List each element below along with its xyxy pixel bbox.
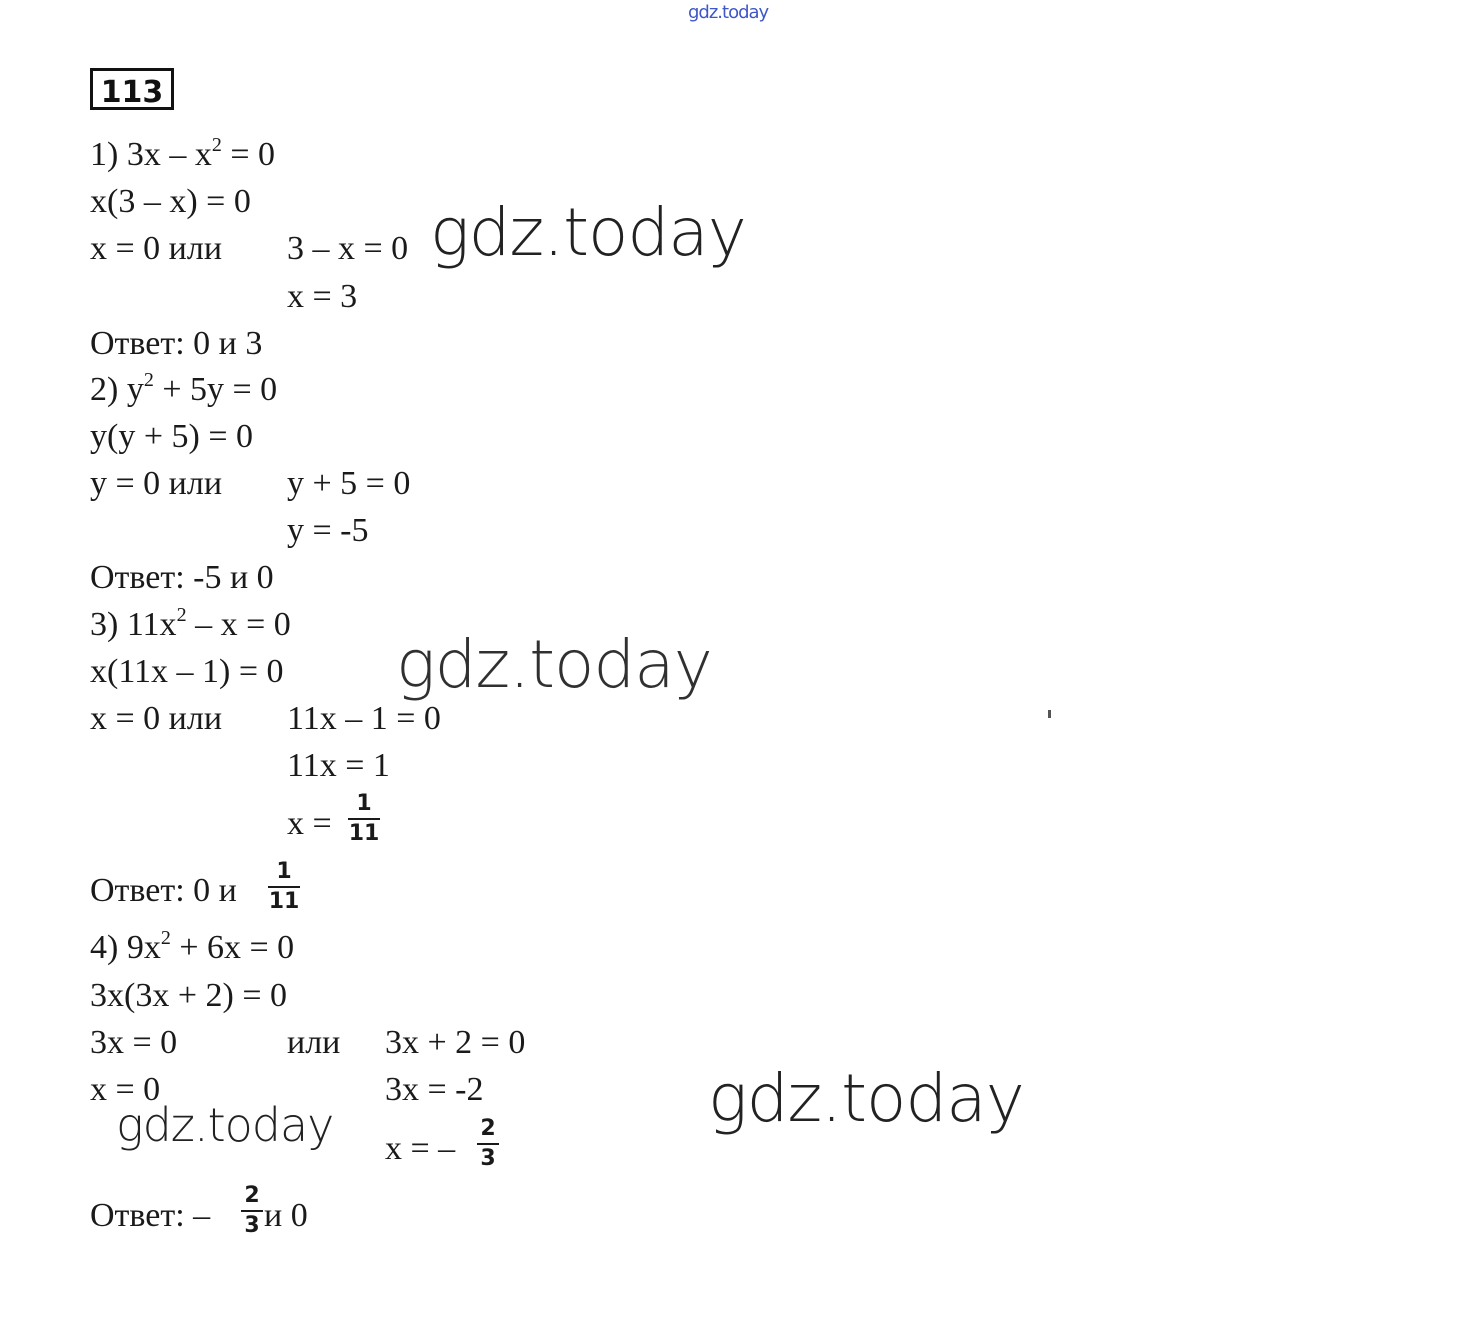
part3-answer-numerator: 1 bbox=[276, 859, 292, 884]
problem-number: 113 bbox=[100, 75, 164, 110]
watermark-2: gdz.today bbox=[396, 626, 712, 703]
part4-answer-denominator: 3 bbox=[244, 1213, 260, 1238]
part2-case2-step1: y + 5 = 0 bbox=[287, 465, 411, 502]
part3-answer-denominator: 11 bbox=[268, 889, 300, 914]
part1-case2-step2: x = 3 bbox=[287, 278, 358, 315]
part4-case2-step2: 3x = -2 bbox=[385, 1071, 484, 1108]
part4-answer-fraction bbox=[241, 1185, 263, 1237]
part1-case2-step1: 3 – x = 0 bbox=[287, 230, 409, 267]
part3-factored: x(11x – 1) = 0 bbox=[90, 653, 284, 690]
fraction-bar bbox=[241, 1210, 263, 1212]
part2-case2-step2: y = -5 bbox=[287, 512, 369, 549]
part4-or: или bbox=[287, 1024, 341, 1061]
part4-case1-step2: x = 0 bbox=[90, 1071, 161, 1108]
part3-fraction bbox=[348, 793, 380, 845]
fraction-bar bbox=[477, 1143, 499, 1145]
watermark-4: gdz.today bbox=[116, 1098, 334, 1152]
part3-case2-step3-lhs: x = bbox=[287, 805, 332, 842]
part4-fraction-numerator: 2 bbox=[480, 1116, 496, 1141]
part2-factored: y(y + 5) = 0 bbox=[90, 418, 253, 455]
part3-equation: 3) $11x^2 - x = 0$ bbox=[90, 604, 291, 643]
part3-answer-fraction bbox=[268, 861, 300, 913]
watermark-3: gdz.today bbox=[708, 1060, 1024, 1137]
part2-case1: y = 0 или bbox=[90, 465, 223, 502]
watermark-1: gdz.today bbox=[430, 194, 746, 271]
fraction-bar bbox=[348, 818, 380, 820]
part4-answer-numerator: 2 bbox=[244, 1183, 260, 1208]
part1-factored: x(3 – x) = 0 bbox=[90, 183, 251, 220]
part2-equation: 2) $y^2 + 5y = 0$ bbox=[90, 369, 278, 408]
part4-case1-step1: 3x = 0 bbox=[90, 1024, 178, 1061]
part4-fraction bbox=[477, 1118, 499, 1170]
top-watermark: gdz.today bbox=[688, 2, 769, 23]
stray-mark bbox=[1048, 710, 1051, 718]
part3-case2-step2: 11x = 1 bbox=[287, 747, 390, 784]
part2-answer: Ответ: -5 и 0 bbox=[90, 559, 274, 596]
part3-answer-lhs: Ответ: 0 и bbox=[90, 872, 237, 909]
part3-fraction-denominator: 11 bbox=[348, 821, 380, 846]
part4-answer-lhs: Ответ: – bbox=[90, 1197, 211, 1234]
part4-case2-step3-lhs: x = – bbox=[385, 1130, 456, 1167]
fraction-bar bbox=[268, 886, 300, 888]
part3-case1: x = 0 или bbox=[90, 700, 223, 737]
part4-answer-rhs: и 0 bbox=[264, 1197, 308, 1234]
part4-factored: 3x(3x + 2) = 0 bbox=[90, 977, 287, 1014]
part1-equation: 1) $3x - x^2 = 0$ bbox=[90, 134, 276, 173]
part4-fraction-denominator: 3 bbox=[480, 1146, 496, 1171]
part4-case2-step1: 3x + 2 = 0 bbox=[385, 1024, 526, 1061]
part1-case1: x = 0 или bbox=[90, 230, 223, 267]
problem-number-box bbox=[90, 68, 174, 110]
part3-fraction-numerator: 1 bbox=[356, 791, 372, 816]
part1-answer: Ответ: 0 и 3 bbox=[90, 325, 263, 362]
part4-equation: 4) $9x^2 + 6x = 0$ bbox=[90, 927, 295, 966]
part3-case2-step1: 11x – 1 = 0 bbox=[287, 700, 441, 737]
